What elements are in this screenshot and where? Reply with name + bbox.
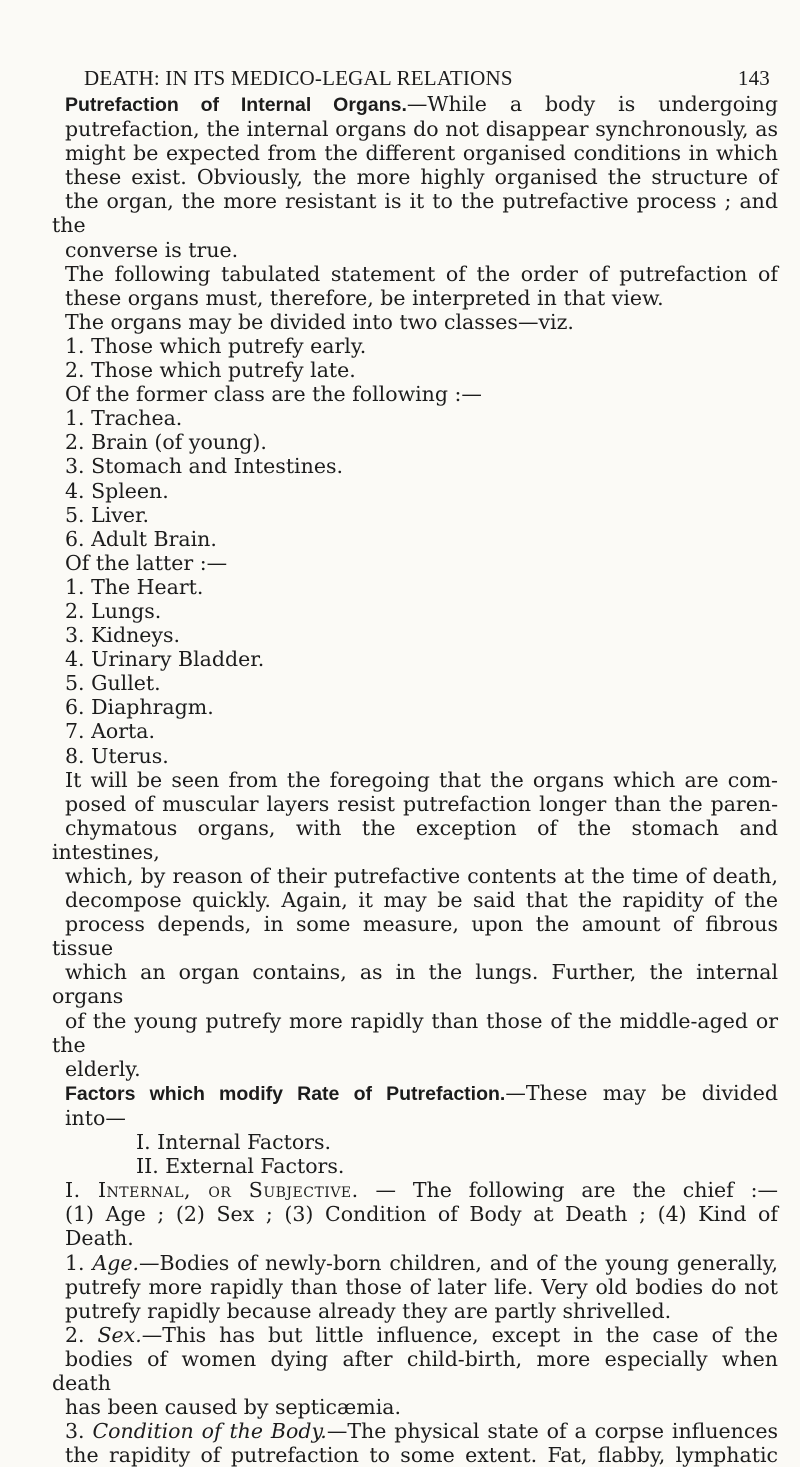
subsection-label: Condition of the Body.	[92, 1419, 327, 1444]
list-item: 7. Aorta.	[65, 719, 155, 744]
list-item: 6. Adult Brain.	[65, 526, 217, 551]
paragraph-putrefaction-internal-organs	[52, 92, 778, 262]
text-line: these exist. Obviously, the more highly organised the structure of	[65, 165, 778, 190]
text-line: into—	[65, 1105, 126, 1130]
text-line: chymatous organs, with the exception of the stomach and intestines,	[52, 815, 778, 864]
text-line: —Bodies of newly-born children, and of the young generally,	[139, 1250, 778, 1275]
text-line: —The physical state of a corpse influences	[326, 1419, 778, 1444]
paragraph-foregoing	[52, 768, 778, 1081]
body-text	[52, 92, 778, 1467]
list-item: II. External Factors.	[136, 1154, 345, 1179]
list-item: 3. Kidneys.	[65, 623, 181, 648]
paragraph-internal-factors	[52, 1178, 778, 1250]
text-line: elderly.	[65, 1056, 141, 1081]
list-item: I. Internal Factors.	[136, 1130, 332, 1155]
classes-intro: The organs may be divided into two classes—viz.	[65, 309, 574, 334]
subsection-label: I. Internal, or Subjective.	[65, 1178, 359, 1203]
list-item: 8. Uterus.	[65, 743, 169, 768]
subsection-label: Age.	[92, 1250, 140, 1275]
text-line: which an organ contains, as in the lungs. Further, the internal organs	[52, 960, 778, 1009]
text-line: bodies of women dying after child-birth, more especially when death	[52, 1346, 778, 1395]
text-line: posed of muscular layers resist putrefaction longer than the paren-	[65, 791, 778, 816]
item-number: 1.	[65, 1250, 93, 1275]
list-item: 1. Trachea.	[65, 406, 183, 431]
text-line: decompose quickly. Again, it may be said that the rapidity of the	[65, 888, 778, 913]
item-number: 2.	[65, 1322, 98, 1347]
text-line: of the young putrefy more rapidly than those of the middle-aged or the	[52, 1008, 778, 1057]
text-line: which, by reason of their putrefactive contents at the time of death,	[65, 864, 778, 888]
text-line: process depends, in some measure, upon the amount of fibrous tissue	[52, 912, 778, 961]
list-item: 2. Lungs.	[65, 598, 162, 623]
item-number: 3.	[65, 1419, 93, 1444]
paragraph-sex	[52, 1323, 778, 1419]
text-line: —These may be divided	[505, 1080, 778, 1105]
text-line: (1) Age ; (2) Sex ; (3) Condition of Body at Death ; (4) Kind of	[65, 1202, 778, 1227]
text-line: converse is true.	[65, 237, 239, 262]
text-line: putrefy rapidly because already they are partly shrivelled.	[65, 1298, 672, 1323]
text-line: putrefaction, the internal organs do not disappear synchronously, as	[65, 117, 778, 142]
section-heading: Putrefaction of Internal Organs.	[65, 94, 407, 116]
section-heading: Factors which modify Rate of Putrefaction.	[65, 1082, 506, 1105]
page-number: 143	[737, 66, 770, 90]
text-line: has been caused by septicæmia.	[65, 1395, 402, 1420]
list-item: 1. Those which putrefy early.	[65, 333, 367, 358]
paragraph-modifying-factors	[52, 1081, 778, 1130]
text-line: It will be seen from the foregoing that the organs which are com-	[65, 767, 778, 792]
list-item: 2. Those which putrefy late.	[65, 358, 356, 383]
text-line: Death.	[65, 1226, 134, 1251]
latter-class-intro: Of the latter :—	[65, 550, 228, 575]
text-line: the organ, the more resistant is it to the putrefactive process ; and the	[52, 189, 778, 238]
paragraph-age	[52, 1251, 778, 1323]
text-line: —This has but little influence, except in the case of the	[141, 1322, 778, 1347]
list-item: 1. The Heart.	[65, 574, 204, 599]
former-class-intro: Of the former class are the following :—	[65, 382, 482, 407]
paragraph-tabulated-statement	[52, 262, 778, 310]
list-item: 4. Spleen.	[65, 478, 169, 503]
list-item: 5. Liver.	[65, 502, 150, 527]
list-item: 2. Brain (of young).	[65, 430, 267, 455]
subsection-label: Sex.	[97, 1322, 142, 1347]
text-line: —While a body is undergoing	[406, 92, 779, 116]
text-line: the rapidity of putrefaction to some extent. Fat, flabby, lymphatic	[65, 1443, 778, 1467]
list-item: 4. Urinary Bladder.	[65, 647, 265, 672]
text-line: might be expected from the different organised conditions in which	[65, 141, 778, 166]
text-line: — The following are the chief :—	[358, 1178, 778, 1203]
running-head-title: DEATH: IN ITS MEDICO-LEGAL RELATIONS	[84, 66, 513, 90]
paragraph-condition	[52, 1419, 778, 1467]
list-item: 3. Stomach and Intestines.	[65, 454, 343, 479]
list-item: 6. Diaphragm.	[65, 695, 214, 720]
text-line: putrefy more rapidly than those of later life. Very old bodies do not	[65, 1274, 778, 1299]
text-line: these organs must, therefore, be interpreted in that view.	[65, 285, 664, 310]
text-line: The following tabulated statement of the order of putrefaction of	[65, 261, 778, 286]
list-item: 5. Gullet.	[65, 671, 161, 696]
